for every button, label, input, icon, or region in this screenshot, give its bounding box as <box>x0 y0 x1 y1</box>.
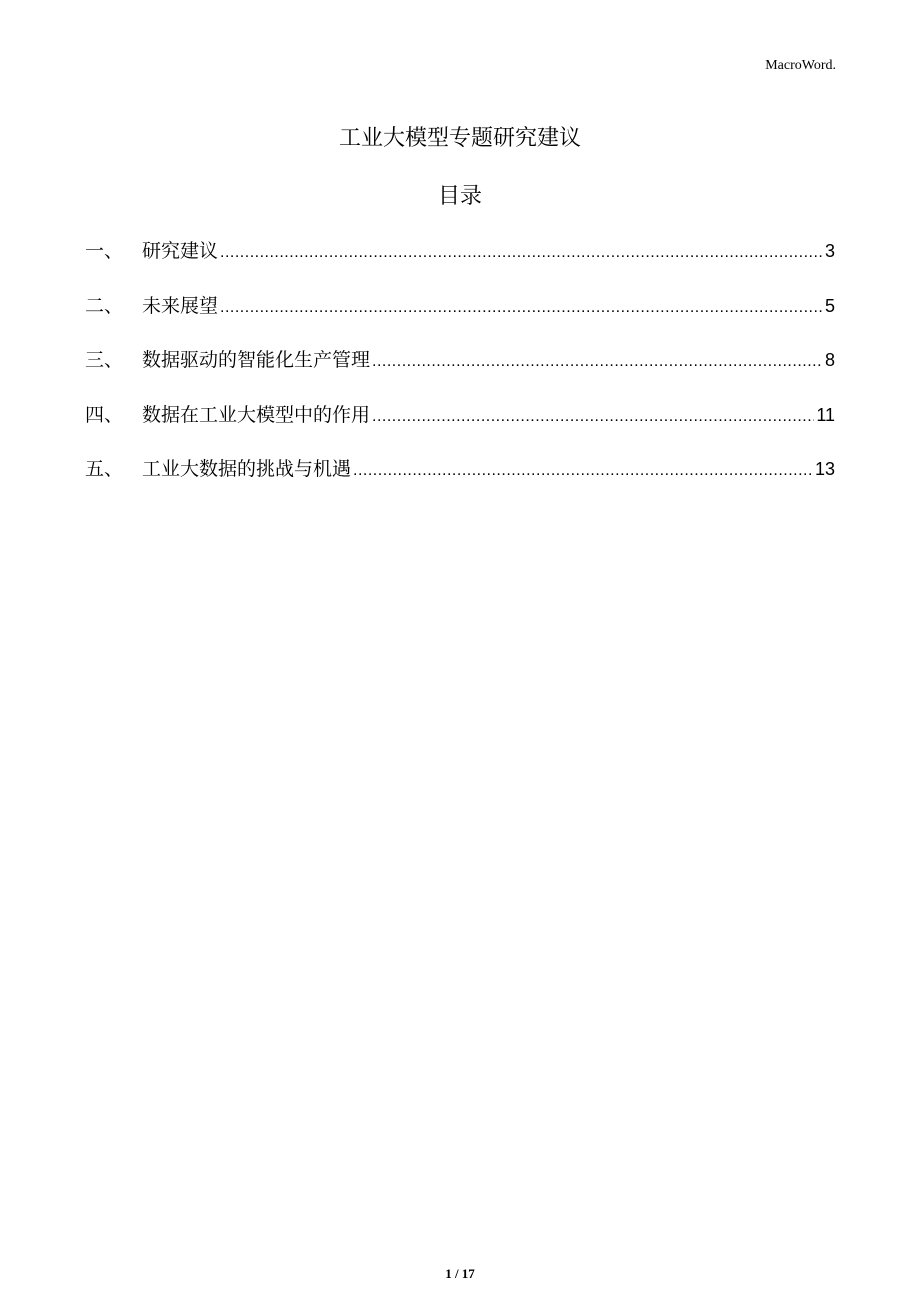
toc-entry[interactable] <box>85 236 835 291</box>
toc-entry-title: 数据在工业大模型中的作用 <box>142 403 371 426</box>
toc-dot-leader <box>220 299 823 317</box>
toc-entry[interactable] <box>85 291 835 346</box>
toc-dot-leader <box>220 244 823 262</box>
toc-heading: 目录 <box>437 184 482 209</box>
toc-entry-number: 五、 <box>85 458 124 480</box>
toc-entry-page: 3 <box>824 241 835 261</box>
toc-dot-leader <box>372 353 823 371</box>
toc-entry-title: 未来展望 <box>142 294 219 317</box>
toc-entry-number: 一、 <box>85 240 124 262</box>
toc-entry-number: 三、 <box>85 349 124 371</box>
toc-entry[interactable] <box>85 345 835 400</box>
toc-dot-leader <box>372 408 814 426</box>
page-number: 1 / 17 <box>445 1266 475 1281</box>
toc-entry-title: 工业大数据的挑战与机遇 <box>142 458 352 480</box>
toc-entry[interactable] <box>85 400 835 455</box>
document-title: 工业大模型专题研究建议 <box>338 126 581 151</box>
toc-entry-page: 13 <box>814 459 835 479</box>
toc-entry[interactable] <box>85 454 835 509</box>
toc-entry-number: 四、 <box>85 403 124 426</box>
toc-entry-number: 二、 <box>85 294 124 317</box>
toc-entry-page: 11 <box>816 404 835 425</box>
toc-entry-page: 8 <box>824 350 835 370</box>
header-brand: MacroWord. <box>765 58 836 73</box>
toc-entry-page: 5 <box>824 295 835 316</box>
toc-entry-title: 研究建议 <box>142 240 219 262</box>
toc-entry-title: 数据驱动的智能化生产管理 <box>142 349 371 371</box>
table-of-contents <box>85 236 835 509</box>
toc-dot-leader <box>353 462 813 480</box>
